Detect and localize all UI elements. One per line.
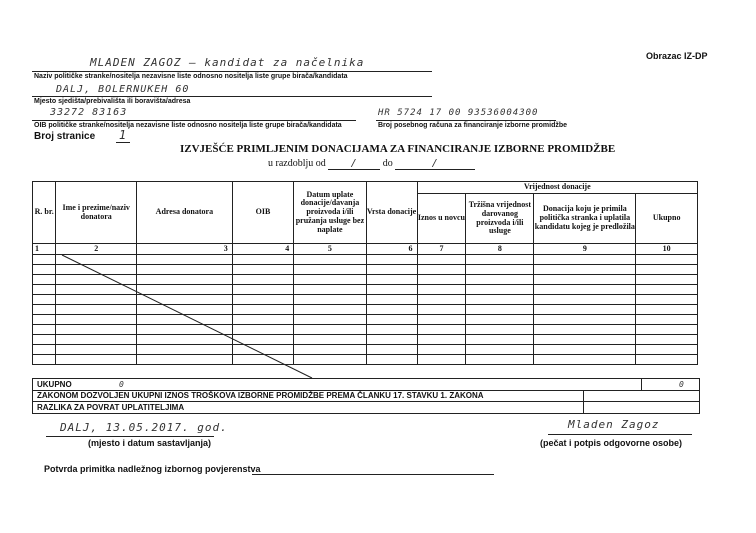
col-header-address: Adresa donatora (137, 182, 233, 244)
oib-value: 33272 83163 (50, 107, 128, 118)
col-num: 1 (33, 244, 56, 255)
col-num: 9 (534, 244, 636, 255)
address-value: DALJ, BOLERNUKEH 60 (56, 84, 190, 95)
form-code: Obrazac IZ-DP (646, 51, 708, 61)
col-num: 4 (232, 244, 294, 255)
ukupno-total-cell (641, 379, 642, 390)
ukupno-label: UKUPNO (37, 380, 72, 389)
period-middle: do (382, 158, 393, 169)
col-header-party: Donacija koju je primila politička stranka i uplatila kandidatu kojeg je predložila (534, 194, 636, 244)
page-label: Broj stranice (34, 131, 96, 142)
receipt-label: Potvrda primitka nadležnog izbornog povjerenstva (44, 464, 261, 474)
period-to: / (395, 158, 475, 170)
signature-value: Mladen Zagoz (568, 418, 660, 431)
account-label: Broj posebnog računa za financiranje izborne promidžbe (378, 122, 568, 129)
max-row (32, 390, 700, 402)
col-num: 2 (56, 244, 137, 255)
col-num: 8 (466, 244, 534, 255)
col-header-market: Tržišna vrijednost darovanog proizvoda i/ili usluge (466, 194, 534, 244)
col-num: 10 (636, 244, 698, 255)
diff-total-cell (583, 402, 584, 413)
account-value: HR 5724 17 00 93536004300 (378, 108, 539, 118)
name-value: MLADEN ZAGOZ – kandidat za načelnika (90, 56, 365, 69)
oib-label: OIB političke stranke/nositelja nezavisne liste odnosno nositelja liste grupe birača/kandidata (34, 122, 342, 129)
max-total-cell (583, 390, 584, 401)
col-header-rbr: R. br. (33, 182, 56, 244)
col-num: 3 (137, 244, 233, 255)
receipt-underline (252, 474, 494, 475)
place-date-label: (mjesto i datum sastavljanja) (88, 438, 212, 448)
ukupno-value: 0 (119, 380, 125, 389)
max-label: ZAKONOM DOZVOLJEN UKUPNI IZNOS TROŠKOVA IZBORNE PROMIDŽBE PREMA ČLANKU 17. STAVKU 1. ZAKONA (37, 391, 484, 400)
place-date-underline (46, 436, 214, 437)
col-header-date: Datum uplate donacije/davanja proizvoda i/ili pružanja usluge bez naplate (294, 182, 366, 244)
period-from: / (328, 158, 380, 170)
col-num: 7 (417, 244, 466, 255)
report-title: IZVJEŠĆE PRIMLJENIM DONACIJAMA ZA FINANCIRANJE IZBORNE PROMIDŽBE (180, 143, 616, 155)
diff-row (32, 402, 700, 414)
diagonal-stroke (62, 255, 312, 378)
group-header-value: Vrijednost donacije (417, 182, 697, 194)
col-header-total: Ukupno (636, 194, 698, 244)
address-label: Mjesto sjedišta/prebivališta ili boravišta/adresa (34, 98, 191, 105)
col-header-cash: Iznos u novcu (417, 194, 466, 244)
signature-underline (548, 434, 692, 435)
col-header-oib: OIB (232, 182, 294, 244)
diff-label: RAZLIKA ZA POVRAT UPLATITELJIMA (37, 403, 185, 412)
col-num: 5 (294, 244, 366, 255)
col-num: 6 (366, 244, 417, 255)
signature-label: (pečat i potpis odgovorne osobe) (540, 438, 683, 448)
name-label: Naziv političke stranke/nositelja nezavisne liste odnosno nositelja liste grupe birača/kandidata (34, 73, 348, 80)
place-date-value: DALJ, 13.05.2017. god. (60, 421, 228, 434)
col-header-type: Vrsta donacije (366, 182, 417, 244)
period-prefix: u razdoblju od (268, 158, 326, 169)
page-value: 1 (116, 128, 130, 143)
col-header-name: Ime i prezime/naziv donatora (56, 182, 137, 244)
ukupno-total: 0 (679, 380, 685, 389)
